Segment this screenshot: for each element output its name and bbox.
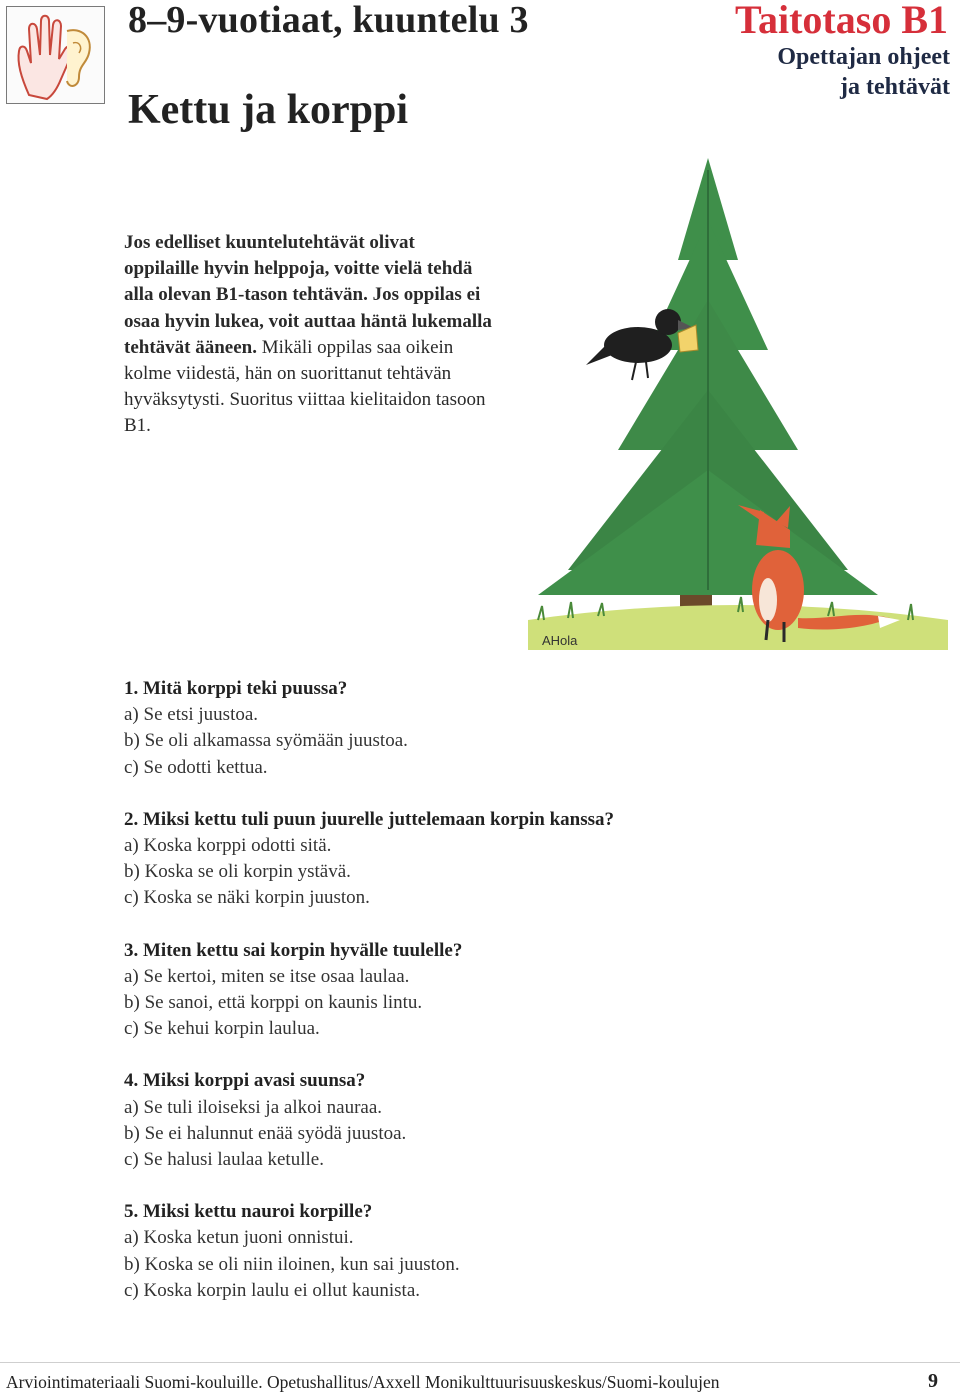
page-number: 9 <box>928 1370 938 1392</box>
answer-option: a) Koska ketun juoni onnistui. <box>124 1227 354 1249</box>
answer-option: b) Se sanoi, että korppi on kaunis lintu. <box>124 992 423 1014</box>
answer-option: a) Se tuli iloiseksi ja alkoi nauraa. <box>124 1096 383 1118</box>
role-label <box>777 42 950 102</box>
level-label: Taitotaso B1 <box>734 0 948 42</box>
question-list <box>124 676 824 1330</box>
question-title: 2. Miksi kettu tuli puun juurelle juttelemaan korpin kanssa? <box>124 808 615 830</box>
question-2 <box>124 807 824 912</box>
answer-option: b) Koska se oli niin iloinen, kun sai juuston. <box>124 1253 460 1275</box>
answer-option: b) Koska se oli korpin ystävä. <box>124 861 351 883</box>
answer-option: c) Se odotti kettua. <box>124 756 268 778</box>
question-1 <box>124 676 824 781</box>
tree-crow-fox-illustration <box>528 150 948 660</box>
answer-option: b) Se oli alkamassa syömään juustoa. <box>124 730 408 752</box>
role-line-2: ja tehtävät <box>840 74 950 100</box>
artist-signature: AHola <box>542 633 578 648</box>
instructions-normal: Mikäli oppilas saa oikein kolme viidestä, hän on suorittanut tehtävän hyväksytysti. Suoritus viittaa kielitaidon tasoon B1. <box>124 336 486 437</box>
instructions-bold: Jos edelliset kuuntelutehtävät olivat oppilaille hyvin helppoja, voitte vielä tehdä alla olevan B1-tason tehtävän. Jos oppilas ei osaa hyvin lukea, voit auttaa häntä lukemalla tehtävät ääneen. <box>124 232 492 358</box>
question-title: 5. Miksi kettu nauroi korpille? <box>124 1201 373 1223</box>
story-title: Kettu ja korppi <box>128 87 409 133</box>
footer-text: Arviointimateriaali Suomi-kouluille. Opetushallitus/Axxell Monikulttuurisuuskeskus/Suomi-koulujen <box>6 1372 720 1392</box>
spruce-tree <box>538 158 878 620</box>
answer-option: c) Se halusi laulaa ketulle. <box>124 1149 324 1171</box>
answer-option: c) Se kehui korpin laulua. <box>124 1018 320 1040</box>
question-3 <box>124 938 824 1043</box>
role-line-1: Opettajan ohjeet <box>777 44 950 70</box>
answer-option: a) Se etsi juustoa. <box>124 704 259 726</box>
question-4 <box>124 1068 824 1173</box>
question-title: 4. Miksi korppi avasi suunsa? <box>124 1070 366 1092</box>
question-5 <box>124 1199 824 1304</box>
answer-option: b) Se ei halunnut enää syödä juustoa. <box>124 1122 407 1144</box>
footer-divider <box>0 1362 960 1363</box>
answer-option: a) Koska korppi odotti sitä. <box>124 835 332 857</box>
answer-option: c) Koska korpin laulu ei ollut kaunista. <box>124 1279 421 1301</box>
teacher-instructions <box>124 230 494 440</box>
page-title: 8–9-vuotiaat, kuuntelu 3 <box>128 0 529 41</box>
question-title: 3. Miten kettu sai korpin hyvälle tuulelle? <box>124 939 463 961</box>
question-title: 1. Mitä korppi teki puussa? <box>124 678 348 699</box>
listening-icon <box>6 6 105 104</box>
answer-option: a) Se kertoi, miten se itse osaa laulaa. <box>124 965 410 987</box>
answer-option: c) Koska se näki korpin juuston. <box>124 887 370 909</box>
